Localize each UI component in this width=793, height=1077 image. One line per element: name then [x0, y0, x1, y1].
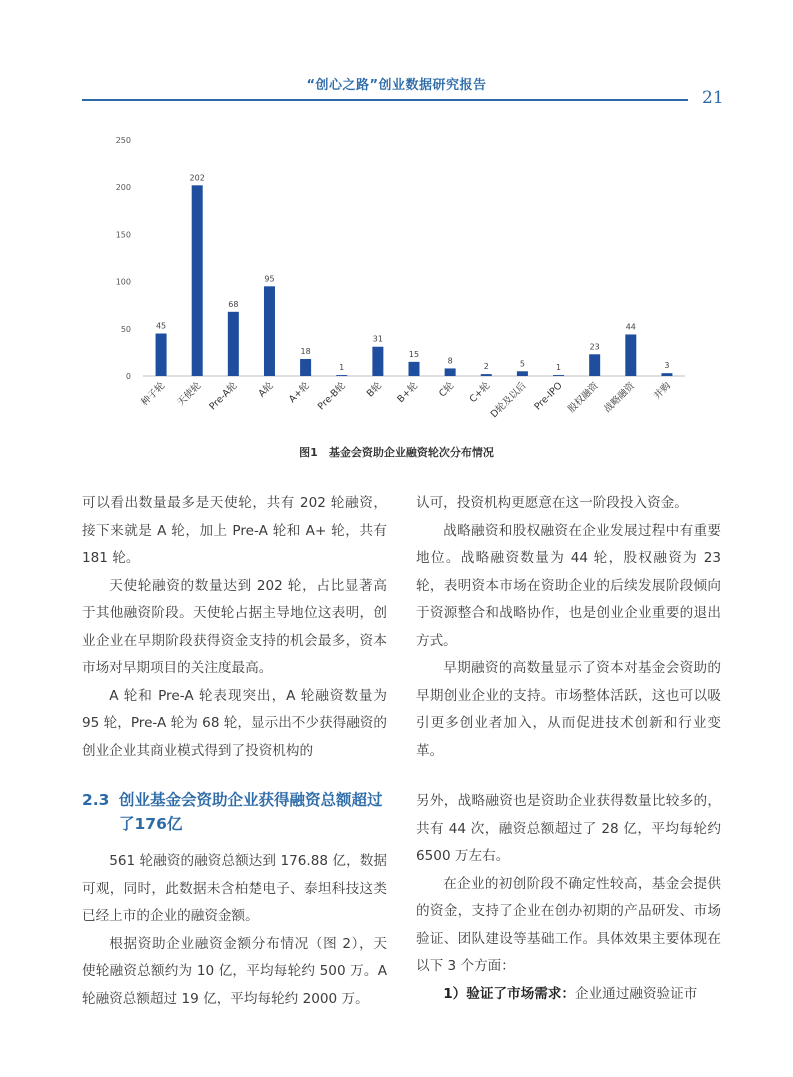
- x-tick-label: 并购: [651, 380, 674, 402]
- body-column-right-top: [416, 490, 721, 765]
- list-item-label: 1）验证了市场需求：: [443, 985, 575, 1002]
- bar: [228, 312, 239, 376]
- paragraph: 另外，战略融资也是资助企业获得数量比较多的，共有 44 次，融资总额超过了 28 亿，平均每轮约 6500 万左右。: [416, 793, 721, 864]
- y-tick-label: 150: [115, 230, 131, 240]
- data-label: 44: [625, 322, 636, 332]
- data-label: 31: [372, 334, 383, 344]
- y-tick-label: 0: [125, 372, 131, 381]
- body-column-left-top: [82, 490, 387, 765]
- section-number: 2.3: [82, 791, 110, 809]
- paragraph: 早期融资的高数量显示了资本对基金会资助的早期创业企业的支持。市场整体活跃，这也可以吸引更多创业者加入，从而促进技术创新和行业变革。: [416, 660, 721, 759]
- data-label: 202: [189, 173, 205, 183]
- y-tick-label: 200: [115, 183, 131, 193]
- report-title: “创心之路”创业数据研究报告: [306, 78, 487, 93]
- bar: [264, 286, 275, 376]
- body-column-right-bottom: [416, 788, 721, 1008]
- x-tick-label: 种子轮: [139, 380, 168, 409]
- x-tick-label: C+轮: [467, 380, 493, 406]
- paragraph: 561 轮融资的融资总额达到 176.88 亿，数据可观，同时，此数据未含柏楚电子、泰坦科技这类已经上市的企业的融资金额。: [82, 853, 387, 924]
- data-label: 45: [155, 321, 167, 331]
- data-label: 68: [228, 299, 239, 309]
- data-label: 18: [300, 347, 311, 357]
- x-tick-label: D轮及以后: [488, 380, 529, 421]
- bar: [589, 354, 600, 376]
- bar: [553, 375, 564, 376]
- x-tick-label: A+轮: [286, 380, 312, 406]
- body-column-left-bottom: [82, 848, 387, 1013]
- paragraph: 根据资助企业融资金额分布情况（图 2），天使轮融资总额约为 10 亿，平均每轮约 500 万。A 轮融资总额超过 19 亿，平均每轮约 2000 万。: [82, 935, 387, 1007]
- bar: [661, 373, 672, 376]
- x-tick-label: B轮: [364, 380, 384, 400]
- data-label: 95: [264, 274, 275, 284]
- paragraph: A 轮和 Pre-A 轮表现突出，A 轮融资数量为 95 轮，Pre-A 轮为 68 轮，显示出不少获得融资的创业企业其商业模式得到了投资机构的: [82, 687, 387, 759]
- paragraph: 天使轮融资的数量达到 202 轮，占比显著高于其他融资阶段。天使轮占据主导地位这表明，创业企业在早期阶段获得资金支持的机会最多，资本市场对早期项目的关注度最高。: [82, 577, 387, 676]
- x-tick-label: Pre-IPO: [532, 380, 565, 413]
- paragraph: 战略融资和股权融资在企业发展过程中有重要地位。战略融资数量为 44 轮，股权融资为 23 轮，表明资本市场在资助企业的后续发展阶段倾向于资源整合和战略协作，也是创业企业重要的退出方式。: [416, 522, 721, 649]
- x-tick-label: C轮: [437, 380, 457, 400]
- bar: [445, 368, 456, 376]
- bar: [625, 334, 636, 376]
- x-tick-label: Pre-A轮: [207, 380, 240, 413]
- paragraph: 在企业的初创阶段不确定性较高，基金会提供的资金，支持了企业在创办初期的产品研发、市场验证、团队建设等基础工作。具体效果主要体现在以下 3 个方面：: [416, 875, 721, 974]
- paragraph: 认可，投资机构更愿意在这一阶段投入资金。: [416, 495, 688, 511]
- bar: [192, 185, 203, 376]
- y-tick-label: 50: [120, 324, 131, 334]
- paragraph: 可以看出数量最多是天使轮，共有 202 轮融资，接下来就是 A 轮，加上 Pre-A 轮和 A+ 轮，共有 181 轮。: [82, 495, 387, 566]
- list-item-text: 企业通过融资验证市: [575, 985, 698, 1002]
- bar: [300, 359, 311, 376]
- x-tick-label: Pre-B轮: [315, 380, 348, 413]
- y-tick-label: 100: [115, 277, 131, 287]
- financing-rounds-bar-chart: [95, 128, 695, 428]
- data-label: 2: [483, 362, 489, 372]
- bar: [517, 371, 528, 376]
- data-label: 1: [339, 363, 345, 373]
- bar: [372, 347, 383, 376]
- bar: [409, 362, 420, 376]
- bar: [336, 375, 347, 376]
- data-label: 5: [519, 359, 525, 369]
- x-tick-label: A轮: [256, 380, 276, 400]
- section-heading: [82, 788, 392, 836]
- list-item: [416, 981, 721, 1009]
- data-label: 3: [664, 361, 670, 371]
- page-number: 21: [702, 88, 724, 108]
- data-label: 8: [447, 356, 453, 366]
- data-label: 1: [555, 363, 562, 373]
- bar: [156, 334, 167, 376]
- x-tick-label: 天使轮: [175, 380, 204, 409]
- figure-caption: 图1 基金会资助企业融资轮次分布情况: [299, 446, 494, 459]
- x-tick-label: 股权融资: [566, 380, 601, 416]
- y-tick-label: 250: [115, 136, 131, 145]
- data-label: 23: [589, 342, 600, 352]
- x-tick-label: B+轮: [395, 380, 421, 406]
- bar: [481, 374, 492, 376]
- section-title: 创业基金会资助企业获得融资总额超过了176亿: [119, 791, 383, 833]
- header-divider: [82, 99, 688, 101]
- data-label: 15: [408, 349, 420, 359]
- x-tick-label: 战略融资: [602, 380, 637, 416]
